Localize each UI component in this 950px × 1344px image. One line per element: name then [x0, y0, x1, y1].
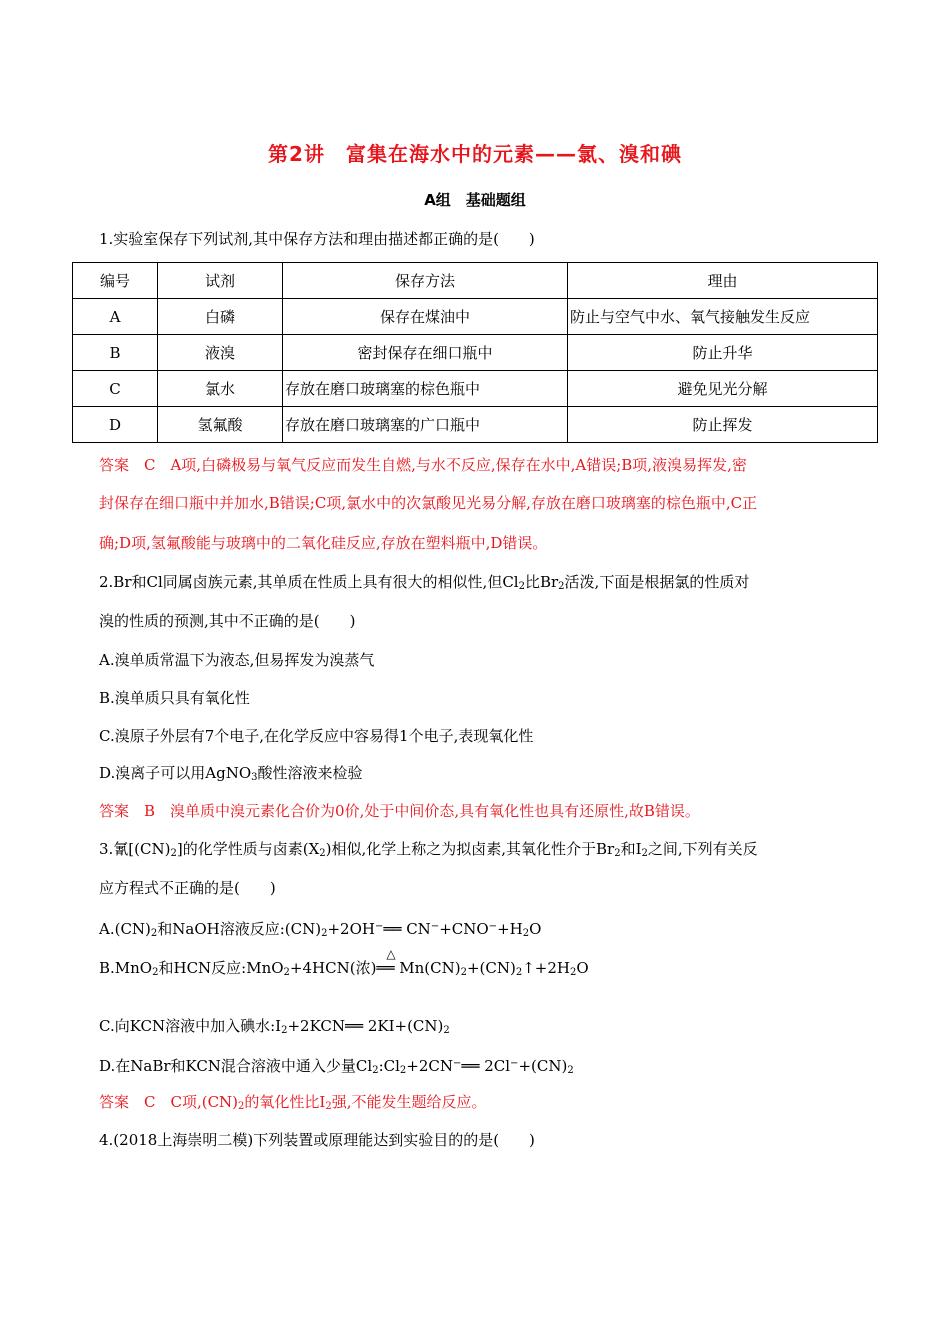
text-run: 3.氰[(CN) — [99, 840, 171, 858]
text-run: 活泼,下面是根据氯的性质对 — [564, 573, 750, 591]
text-run: 和NaOH溶液反应:(CN) — [157, 920, 322, 938]
table-row — [73, 371, 878, 407]
table-cell: C — [73, 371, 158, 407]
heat-condition — [376, 947, 461, 978]
text-run: D.溴离子可以用AgNO — [99, 764, 252, 782]
section-heading: A组 基础题组 — [424, 191, 526, 209]
subscript: 2 — [152, 967, 159, 978]
q2-answer: 答案 B 溴单质中溴元素化合价为0价,处于中间价态,具有氧化性也具有还原性,故B错误。 — [99, 802, 700, 820]
text-run: ══ Mn(CN) — [376, 959, 461, 977]
q3-answer — [99, 1092, 487, 1117]
text-run: 之间,下列有关反 — [647, 840, 758, 858]
superscript: − — [453, 1058, 462, 1069]
text-run: +(CN) — [466, 959, 516, 977]
table-header-row — [73, 263, 878, 299]
text-run: 2.Br和Cl同属卤族元素,其单质在性质上具有很大的相似性,但Cl — [99, 573, 519, 591]
text-run: ══ 2Cl — [461, 1057, 511, 1075]
q1-stem: 1.实验室保存下列试剂,其中保存方法和理由描述都正确的是( ) — [99, 230, 535, 248]
q2-option-d — [99, 763, 363, 788]
subscript: 2 — [281, 1025, 288, 1036]
text-run: 和I — [620, 840, 642, 858]
text-run: +2KCN══ 2KI+(CN) — [287, 1017, 444, 1035]
subscript: 2 — [150, 928, 158, 939]
q4-stem: 4.(2018上海崇明二模)下列装置或原理能达到实验目的的是( ) — [99, 1131, 535, 1149]
q3-option-b — [99, 947, 589, 983]
superscript: − — [488, 921, 498, 932]
q2-stem-line-1 — [99, 572, 749, 597]
subscript: 2 — [321, 928, 328, 939]
table-cell: A — [73, 299, 158, 335]
text-run: O — [529, 920, 542, 938]
subscript: 2 — [558, 581, 565, 592]
q2-option-b: B.溴单质只具有氧化性 — [99, 689, 250, 707]
q3-stem-line-2: 应方程式不正确的是( ) — [99, 879, 276, 897]
subscript: 2 — [283, 967, 290, 978]
text-run: +H — [497, 920, 523, 938]
subscript: 2 — [518, 581, 525, 592]
q1-answer-line-2: 封保存在细口瓶中并加水,B错误;C项,氯水中的次氯酸见光易分解,存放在磨口玻璃塞的棕色瓶中,C正 — [99, 494, 758, 512]
text-run: 比Br — [524, 573, 559, 591]
text-run: )相似,化学上称之为拟卤素,其氧化性介于Br — [325, 840, 615, 858]
subscript: 2 — [319, 848, 326, 859]
text-run: C.向KCN溶液中加入碘水:I — [99, 1017, 282, 1035]
table-row — [73, 335, 878, 371]
table-header-cell: 保存方法 — [283, 263, 568, 299]
table-cell: 存放在磨口玻璃塞的广口瓶中 — [283, 407, 568, 443]
subscript: 3 — [251, 772, 258, 783]
q1-table — [72, 262, 878, 443]
table-cell: 避免见光分解 — [568, 371, 878, 407]
text-run: +4HCN(浓) — [289, 959, 377, 977]
subscript: 2 — [569, 967, 577, 978]
text-run: 答案 C C项,(CN) — [99, 1093, 239, 1111]
q1-answer-line-3: 确;D项,氢氟酸能与玻璃中的二氧化硅反应,存放在塑料瓶中,D错误。 — [99, 534, 548, 552]
subscript: 2 — [238, 1101, 245, 1112]
text-run: ]的化学性质与卤素(X — [176, 840, 320, 858]
text-run: +2OH — [327, 920, 375, 938]
table-cell: 氢氟酸 — [158, 407, 283, 443]
superscript: − — [510, 1058, 519, 1069]
subscript: 2 — [460, 967, 467, 978]
delta-heat-icon: △ — [386, 947, 396, 961]
table-cell: 白磷 — [158, 299, 283, 335]
superscript: − — [430, 921, 440, 932]
table-cell: 保存在煤油中 — [283, 299, 568, 335]
text-run: ↑+2H — [522, 959, 570, 977]
table-header-cell: 理由 — [568, 263, 878, 299]
table-cell: 防止与空气中水、氧气接触发生反应 — [568, 299, 878, 335]
table-cell: 防止挥发 — [568, 407, 878, 443]
subscript: 2 — [614, 848, 621, 859]
q3-option-d — [99, 1054, 574, 1081]
subscript: 2 — [399, 1065, 407, 1076]
text-run: A.(CN) — [99, 920, 151, 938]
text-run: :Cl — [378, 1057, 400, 1075]
table-cell: B — [73, 335, 158, 371]
subscript: 2 — [325, 1101, 332, 1112]
table-cell: 氯水 — [158, 371, 283, 407]
table-cell: 存放在磨口玻璃塞的棕色瓶中 — [283, 371, 568, 407]
subscript: 2 — [641, 848, 648, 859]
text-run: 和HCN反应:MnO — [158, 959, 284, 977]
page-title: 第2讲 富集在海水中的元素——氯、溴和碘 — [268, 142, 682, 166]
text-run: O — [576, 959, 589, 977]
subscript: 2 — [567, 1065, 574, 1076]
text-run: 强,不能发生题给反应。 — [331, 1093, 487, 1111]
q1-answer-line-1: 答案 C A项,白磷极易与氧气反应而发生自燃,与水不反应,保存在水中,A错误;B项,液溴易挥发,密 — [99, 456, 747, 474]
text-run: D.在NaBr和KCN混合溶液中通入少量Cl — [99, 1057, 373, 1075]
text-run: 的氧化性比I — [244, 1093, 326, 1111]
q3-option-c — [99, 1016, 450, 1041]
table-row — [73, 407, 878, 443]
q2-option-a: A.溴单质常温下为液态,但易挥发为溴蒸气 — [99, 651, 375, 669]
text-run: +CNO — [439, 920, 489, 938]
superscript: − — [374, 921, 384, 932]
q2-option-c: C.溴原子外层有7个电子,在化学反应中容易得1个电子,表现氧化性 — [99, 727, 534, 745]
q3-option-a — [99, 917, 541, 944]
subscript: 2 — [522, 928, 530, 939]
text-run: ══ CN — [383, 920, 431, 938]
table-cell: D — [73, 407, 158, 443]
subscript: 2 — [372, 1065, 379, 1076]
text-run: +(CN) — [518, 1057, 568, 1075]
table-header-cell: 试剂 — [158, 263, 283, 299]
table-header-cell: 编号 — [73, 263, 158, 299]
subscript: 2 — [443, 1025, 450, 1036]
subscript: 2 — [170, 848, 177, 859]
q2-stem-line-2: 溴的性质的预测,其中不正确的是( ) — [99, 612, 356, 630]
text-run: B.MnO — [99, 959, 153, 977]
table-row — [73, 299, 878, 335]
table-cell: 密封保存在细口瓶中 — [283, 335, 568, 371]
subscript: 2 — [515, 967, 523, 978]
table-cell: 防止升华 — [568, 335, 878, 371]
text-run: 酸性溶液来检验 — [257, 764, 363, 782]
q3-stem-line-1 — [99, 839, 758, 864]
text-run: +2CN — [406, 1057, 453, 1075]
table-cell: 液溴 — [158, 335, 283, 371]
